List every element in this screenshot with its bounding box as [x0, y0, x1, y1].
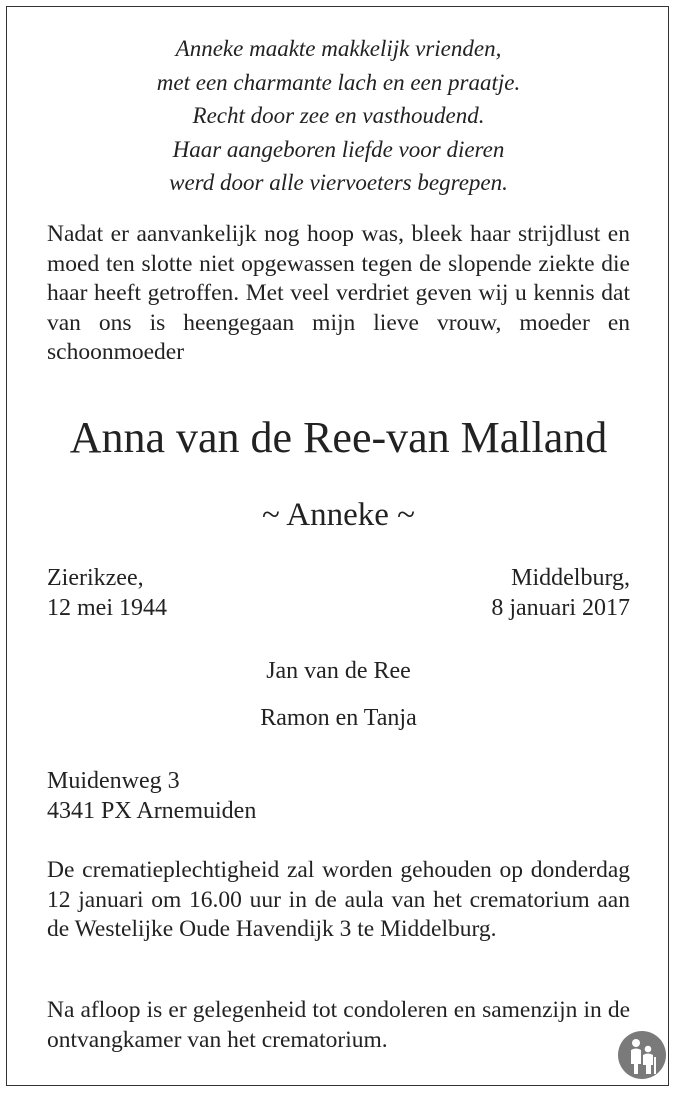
mourner-name: Jan van de Ree: [266, 658, 411, 684]
birth-info: [47, 563, 167, 623]
ceremony-text: De crematieplechtigheid zal worden gehouden op donderdag 12 januari om 16.00 uur in de aula van het crematorium aan de Westelijke Oude Havendijk 3 te Middelburg.: [47, 857, 630, 942]
death-info: [491, 563, 630, 623]
poem: [0, 32, 677, 200]
condolence-text: Na afloop is er gelegenheid tot condoleren en samenzijn in de ontvangkamer van het crematorium.: [47, 997, 630, 1053]
death-date: 8 januari 2017: [491, 595, 630, 621]
address-street: Muidenweg 3: [47, 768, 180, 794]
birth-place: Zierikzee,: [47, 565, 144, 591]
poem-line: met een charmante lach en een praatje.: [156, 69, 521, 95]
mourner-name: Ramon en Tanja: [260, 705, 417, 731]
birth-date: 12 mei 1944: [47, 595, 167, 621]
deceased-nickname: ~ Anneke ~: [261, 497, 415, 533]
mourning-figures-logo-icon: [617, 1030, 667, 1080]
deceased-name: Anna van de Ree-van Malland: [69, 413, 608, 462]
poem-line: Anneke maakte makkelijk vrienden,: [175, 36, 502, 61]
correspondence-address: [47, 766, 256, 826]
poem-line: Haar aangeboren liefde voor dieren: [172, 136, 505, 162]
address-city: 4341 PX Arnemuiden: [47, 798, 257, 824]
death-place: Middelburg,: [511, 565, 630, 591]
announcement-text: Nadat er aanvankelijk nog hoop was, bleek haar strijdlust en moed ten slotte niet opgewassen tegen de slopende ziekte die haar heeft getroffen. Met veel verdriet geven wij u kennis dat van ons is heengegaan mijn lieve vrouw, moeder en schoonmoeder: [47, 221, 630, 365]
poem-line: Recht door zee en vasthoudend.: [192, 103, 485, 128]
poem-line: werd door alle viervoeters begrepen.: [169, 170, 508, 195]
